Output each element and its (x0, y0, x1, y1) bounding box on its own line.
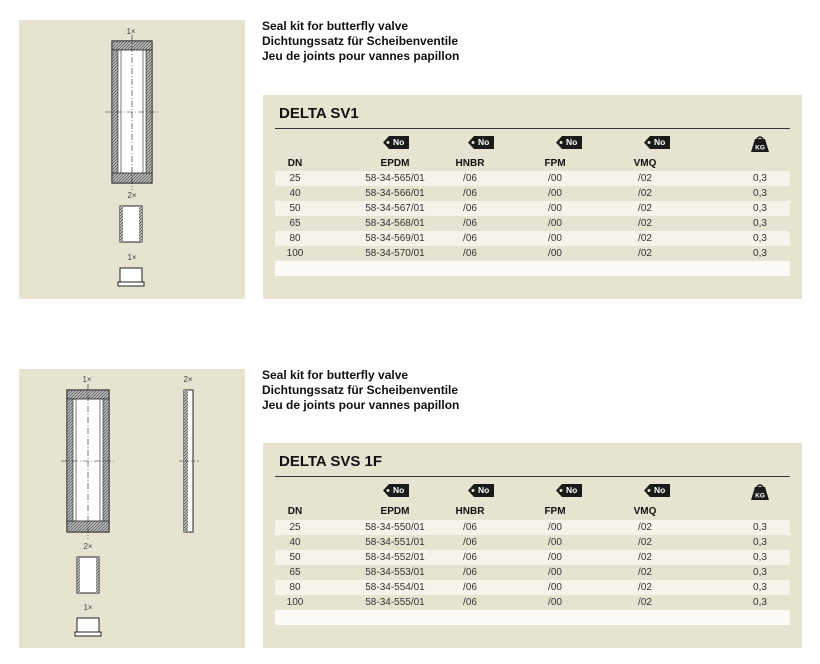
seal-kit-drawing (19, 20, 245, 299)
table-row: 65 58-34-568/01 /06 /00 /02 0,3 (289, 218, 767, 229)
heading-fr: Jeu de joints pour vannes papillon (262, 398, 460, 412)
table-row-empty (275, 610, 790, 625)
table-row: 25 58-34-565/01 /06 /00 /02 0,3 (275, 171, 790, 186)
table-row: 40 58-34-566/01 /06 /00 /02 0,3 (289, 188, 767, 199)
quantity-label: 1× (83, 603, 93, 612)
quantity-label: 2× (127, 191, 137, 200)
quantity-label: 1× (126, 27, 136, 36)
number-tag-icon: No (468, 484, 494, 497)
table-row: 25 58-34-550/01 /06 /00 /02 0,3 (275, 520, 790, 535)
drawing-delta-svs-1f (19, 369, 245, 648)
column-header-fpm: FPM (544, 158, 566, 169)
table-header (275, 504, 790, 519)
table-row: 40 58-34-551/01 /06 /00 /02 0,3 (289, 537, 767, 548)
quantity-label: 2× (83, 542, 93, 551)
column-header-hnbr: HNBR (455, 158, 485, 169)
column-header-epdm: EPDM (380, 506, 410, 517)
number-tag-icon: No (556, 484, 582, 497)
product-table-delta-sv1 (263, 95, 802, 299)
table-row: 100 58-34-570/01 /06 /00 /02 0,3 (286, 248, 767, 259)
table-header (275, 156, 790, 171)
heading-en: Seal kit for butterfly valve (262, 19, 409, 33)
column-header-dn: DN (287, 158, 303, 169)
icon-row (275, 136, 790, 152)
quantity-label: 1× (82, 375, 92, 384)
heading-en: Seal kit for butterfly valve (262, 368, 409, 382)
number-tag-icon: No (644, 136, 670, 149)
table-row-empty (275, 261, 790, 276)
number-tag-icon: No (383, 484, 409, 497)
heading-de: Dichtungssatz für Scheibenventile (262, 383, 459, 397)
column-header-epdm: EPDM (380, 158, 410, 169)
weight-icon (751, 136, 769, 152)
table-row: 100 58-34-555/01 /06 /00 /02 0,3 (286, 597, 767, 608)
number-tag-icon: No (468, 136, 494, 149)
column-header-vmq: VMQ (633, 506, 657, 517)
column-header-vmq: VMQ (633, 158, 657, 169)
number-tag-icon: No (383, 136, 409, 149)
section-heading (262, 368, 459, 413)
column-header-fpm: FPM (544, 506, 566, 517)
quantity-label: 1× (127, 253, 137, 262)
table-row: 80 58-34-569/01 /06 /00 /02 0,3 (275, 231, 790, 246)
heading-de: Dichtungssatz für Scheibenventile (262, 34, 459, 48)
section-heading (262, 19, 459, 64)
icon-row (275, 484, 790, 500)
svg-text:KG: KG (755, 144, 765, 152)
table-row: 65 58-34-553/01 /06 /00 /02 0,3 (289, 567, 767, 578)
product-title: DELTA SVS 1F (279, 453, 383, 470)
column-header-hnbr: HNBR (455, 506, 485, 517)
column-header-dn: DN (287, 506, 303, 517)
quantity-label: 2× (183, 375, 193, 384)
drawing-delta-sv1 (19, 20, 245, 299)
product-title: DELTA SV1 (279, 105, 359, 122)
table-row: 50 58-34-552/01 /06 /00 /02 0,3 (275, 550, 790, 565)
heading-fr: Jeu de joints pour vannes papillon (262, 49, 460, 63)
divider (275, 128, 790, 129)
weight-icon (751, 484, 769, 500)
seal-kit-drawing (19, 369, 245, 648)
number-tag-icon: No (556, 136, 582, 149)
divider (275, 476, 790, 477)
svg-text:KG: KG (755, 492, 765, 500)
table-row: 80 58-34-554/01 /06 /00 /02 0,3 (275, 580, 790, 595)
table-row: 50 58-34-567/01 /06 /00 /02 0,3 (275, 201, 790, 216)
product-table-delta-svs-1f (263, 443, 802, 648)
number-tag-icon: No (644, 484, 670, 497)
